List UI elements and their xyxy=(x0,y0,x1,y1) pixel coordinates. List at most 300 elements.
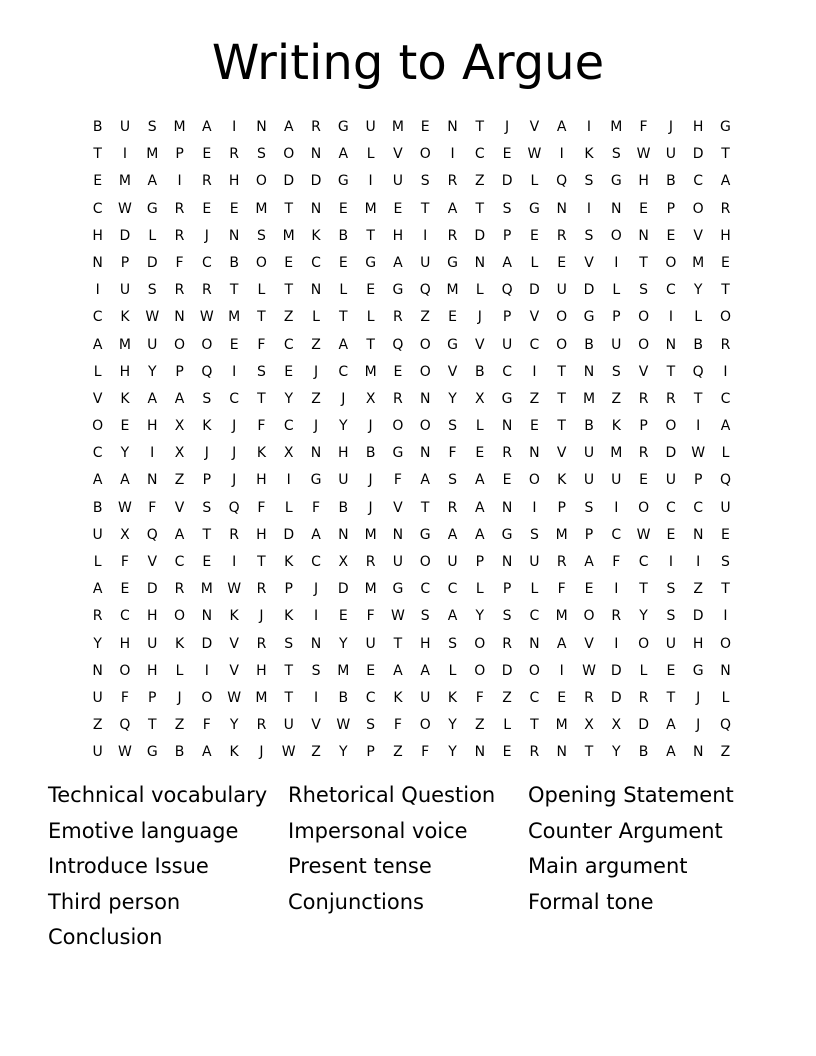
grid-letter: A xyxy=(338,336,349,353)
grid-letter: S xyxy=(584,173,594,190)
grid-letter: P xyxy=(666,200,676,217)
grid-letter: D xyxy=(283,526,295,543)
grid-letter: G xyxy=(447,254,458,271)
grid-letter: O xyxy=(692,200,704,217)
grid-letter: T xyxy=(666,363,676,380)
grid-letter: R xyxy=(556,227,567,244)
grid-letter: J xyxy=(259,744,264,761)
grid-letter: S xyxy=(584,227,594,244)
grid-letter: V xyxy=(92,390,103,407)
grid-letter: V xyxy=(229,662,239,679)
page-title: Writing to Argue xyxy=(211,35,605,91)
grid-letter: A xyxy=(447,200,458,217)
grid-letter: N xyxy=(310,635,322,652)
grid-letter: D xyxy=(310,173,322,190)
grid-letter: E xyxy=(502,744,512,761)
grid-letter: T xyxy=(557,363,566,380)
grid-letter: K xyxy=(311,227,321,244)
grid-letter: J xyxy=(341,390,346,407)
grid-letter: A xyxy=(720,418,731,435)
grid-letter: A xyxy=(584,554,594,570)
grid-letter: I xyxy=(668,554,673,570)
grid-letter: R xyxy=(666,390,676,407)
grid-letter: E xyxy=(338,254,348,271)
grid-letter: R xyxy=(556,554,567,570)
grid-letter: A xyxy=(120,472,130,489)
grid-letter: T xyxy=(257,309,266,326)
grid-letter: U xyxy=(338,472,349,489)
grid-letter: Y xyxy=(229,717,239,734)
grid-letter: M xyxy=(118,336,131,353)
grid-letter: E xyxy=(448,309,457,326)
grid-letter: Q xyxy=(419,282,431,299)
grid-letter: C xyxy=(720,390,731,407)
grid-letter: E xyxy=(721,254,730,271)
grid-letter: A xyxy=(393,662,403,679)
grid-letter: K xyxy=(202,418,212,435)
grid-letter: P xyxy=(202,472,212,489)
grid-letter: P xyxy=(148,689,157,706)
grid-letter: H xyxy=(92,227,103,244)
grid-letter: J xyxy=(696,689,701,706)
grid-letter: F xyxy=(120,554,129,570)
grid-letter: U xyxy=(147,635,158,652)
grid-letter: C xyxy=(693,499,704,516)
grid-letter: R xyxy=(638,445,649,462)
grid-letter: Y xyxy=(93,635,102,652)
grid-letter: V xyxy=(529,119,540,135)
grid-letter: J xyxy=(313,581,319,598)
grid-letter: B xyxy=(365,445,376,462)
grid-letter: T xyxy=(393,635,403,652)
grid-letter: X xyxy=(338,554,349,570)
grid-letter: K xyxy=(256,445,267,462)
grid-letter: R xyxy=(365,554,376,570)
grid-letter: J xyxy=(204,445,209,462)
grid-letter: Z xyxy=(529,390,540,407)
grid-letter: T xyxy=(284,282,293,299)
grid-letter: Y xyxy=(284,390,293,407)
grid-letter: N xyxy=(392,526,404,543)
grid-letter: B xyxy=(229,254,239,271)
grid-letter: W xyxy=(527,146,542,163)
grid-letter: G xyxy=(392,445,404,462)
grid-letter: Y xyxy=(448,717,457,734)
grid-letter: O xyxy=(583,608,595,625)
grid-letter: O xyxy=(419,418,431,435)
grid-letter: Z xyxy=(475,173,485,190)
grid-letter: B xyxy=(584,418,594,435)
grid-letter: G xyxy=(392,581,404,598)
grid-letter: N xyxy=(92,662,103,679)
grid-letter: O xyxy=(255,173,267,190)
grid-letter: F xyxy=(257,418,266,435)
grid-letter: S xyxy=(311,662,321,679)
grid-letter: M xyxy=(555,608,568,625)
grid-letter: G xyxy=(583,309,595,326)
grid-letter: V xyxy=(693,227,703,244)
grid-letter: V xyxy=(229,635,239,652)
grid-letter: J xyxy=(505,119,510,135)
grid-letter: Q xyxy=(692,363,704,380)
grid-letter: L xyxy=(448,662,457,679)
grid-letter: F xyxy=(393,717,402,734)
grid-letter: S xyxy=(448,635,457,652)
grid-letter: U xyxy=(611,472,622,489)
grid-letter: G xyxy=(720,119,731,135)
grid-letter: W xyxy=(227,581,242,598)
grid-letter: K xyxy=(229,744,239,761)
grid-letter: O xyxy=(174,336,186,353)
grid-letter: E xyxy=(529,418,539,435)
grid-letter: G xyxy=(528,200,540,217)
grid-letter: D xyxy=(692,608,704,625)
grid-letter: L xyxy=(93,554,102,570)
grid-letter: O xyxy=(528,662,540,679)
grid-letter: D xyxy=(692,146,704,163)
grid-letter: I xyxy=(614,635,619,652)
grid-letter: V xyxy=(393,146,403,163)
grid-letter: P xyxy=(557,499,566,516)
grid-letter: K xyxy=(229,608,239,625)
grid-letter: L xyxy=(148,227,157,244)
grid-letter: U xyxy=(665,472,676,489)
grid-letter: H xyxy=(338,445,349,462)
grid-letter: D xyxy=(610,689,622,706)
grid-letter: Z xyxy=(174,717,185,734)
grid-letter: U xyxy=(529,554,540,570)
grid-letter: A xyxy=(666,717,676,734)
grid-letter: K xyxy=(393,689,403,706)
grid-letter: L xyxy=(366,309,375,326)
grid-letter: T xyxy=(584,744,594,761)
grid-letter: E xyxy=(202,200,212,217)
grid-letter: T xyxy=(475,200,485,217)
grid-letter: I xyxy=(450,146,455,163)
grid-letter: I xyxy=(586,200,592,217)
word-list-item: Conjunctions xyxy=(288,889,424,914)
grid-letter: A xyxy=(202,744,212,761)
grid-letter: C xyxy=(201,254,212,271)
grid-letter: A xyxy=(447,608,458,625)
grid-letter: L xyxy=(339,282,348,299)
grid-letter: Y xyxy=(120,445,130,462)
grid-letter: W xyxy=(199,309,214,326)
grid-letter: G xyxy=(610,173,622,190)
grid-letter: V xyxy=(475,336,485,353)
grid-letter: G xyxy=(501,390,513,407)
grid-letter: S xyxy=(202,499,212,516)
grid-letter: Q xyxy=(719,717,731,734)
grid-letter: S xyxy=(420,173,430,190)
grid-letter: O xyxy=(201,689,213,706)
grid-letter: X xyxy=(611,717,622,734)
grid-letter: A xyxy=(283,119,294,135)
grid-letter: J xyxy=(313,418,319,435)
grid-letter: B xyxy=(584,336,594,353)
grid-letter: J xyxy=(313,363,319,380)
grid-letter: M xyxy=(446,282,459,299)
grid-letter: E xyxy=(229,336,239,353)
grid-letter: R xyxy=(393,390,403,407)
grid-letter: K xyxy=(174,635,185,652)
grid-letter: D xyxy=(146,581,158,598)
grid-letter: V xyxy=(638,363,649,380)
grid-letter: Z xyxy=(611,390,622,407)
grid-letter: F xyxy=(639,119,648,135)
grid-letter: Y xyxy=(448,390,457,407)
grid-letter: E xyxy=(420,119,430,135)
grid-letter: A xyxy=(202,119,212,135)
grid-letter: C xyxy=(311,554,321,570)
grid-letter: U xyxy=(583,445,595,462)
grid-letter: H xyxy=(256,662,267,679)
grid-letter: B xyxy=(338,227,349,244)
grid-letter: I xyxy=(232,363,237,380)
grid-letter: Z xyxy=(311,744,321,761)
grid-letter: D xyxy=(119,227,131,244)
grid-letter: F xyxy=(557,581,566,598)
grid-letter: E xyxy=(93,173,103,190)
grid-letter: G xyxy=(310,472,322,489)
grid-letter: A xyxy=(174,390,185,407)
grid-letter: M xyxy=(364,363,377,380)
grid-letter: U xyxy=(665,635,676,652)
grid-letter: L xyxy=(503,717,511,734)
grid-letter: W xyxy=(281,744,296,761)
grid-letter: R xyxy=(174,200,185,217)
grid-letter: A xyxy=(447,526,458,543)
grid-letter: B xyxy=(666,173,676,190)
grid-letter: T xyxy=(366,227,375,244)
grid-letter: S xyxy=(721,554,730,570)
grid-letter: D xyxy=(665,445,677,462)
grid-letter: Z xyxy=(92,717,103,734)
grid-letter: I xyxy=(532,363,537,380)
grid-letter: H xyxy=(256,472,267,489)
grid-letter: W xyxy=(691,445,706,462)
grid-letter: B xyxy=(92,119,103,135)
grid-letter: A xyxy=(338,146,349,163)
grid-letter: U xyxy=(583,472,595,489)
grid-letter: Q xyxy=(392,336,404,353)
grid-letter: E xyxy=(202,554,212,570)
grid-letter: E xyxy=(393,363,403,380)
grid-letter: T xyxy=(721,146,730,163)
grid-letter: T xyxy=(339,309,348,326)
grid-letter: N xyxy=(556,744,567,761)
grid-letter: U xyxy=(147,336,158,353)
grid-letter: N xyxy=(310,200,322,217)
grid-letter: S xyxy=(529,526,539,543)
grid-letter: U xyxy=(365,635,376,652)
grid-letter: E xyxy=(721,526,730,543)
grid-letter: L xyxy=(639,662,648,679)
grid-letter: J xyxy=(259,608,264,625)
word-list-item: Impersonal voice xyxy=(288,818,468,843)
grid-letter: R xyxy=(611,608,622,625)
word-list-item: Present tense xyxy=(288,854,432,878)
grid-letter: R xyxy=(529,744,540,761)
grid-letter: M xyxy=(555,526,568,543)
grid-letter: I xyxy=(204,662,209,679)
grid-letter: N xyxy=(147,472,158,489)
grid-letter: E xyxy=(666,662,676,679)
grid-letter: S xyxy=(284,635,294,652)
grid-letter: M xyxy=(610,445,623,462)
grid-letter: F xyxy=(448,445,457,462)
grid-letter: O xyxy=(556,336,568,353)
grid-letter: S xyxy=(502,200,512,217)
grid-letter: C xyxy=(502,363,512,380)
grid-letter: O xyxy=(719,635,731,652)
grid-letter: H xyxy=(119,363,131,380)
grid-letter: I xyxy=(232,554,237,570)
grid-letter: N xyxy=(720,662,731,679)
grid-letter: B xyxy=(693,336,703,353)
grid-letter: E xyxy=(502,472,512,489)
grid-letter: H xyxy=(256,526,267,543)
grid-letter: T xyxy=(530,717,539,734)
grid-letter: Y xyxy=(339,635,348,652)
grid-letter: F xyxy=(366,608,375,625)
grid-letter: V xyxy=(556,445,567,462)
grid-letter: H xyxy=(146,662,158,679)
grid-letter: L xyxy=(694,309,703,326)
grid-letter: P xyxy=(502,227,512,244)
grid-letter: T xyxy=(284,662,293,679)
grid-letter: J xyxy=(477,309,482,326)
grid-letter: P xyxy=(612,309,621,326)
grid-letter: F xyxy=(148,499,157,516)
grid-letter: N xyxy=(665,336,677,353)
grid-letter: I xyxy=(313,608,319,625)
grid-letter: M xyxy=(555,717,568,734)
grid-letter: Y xyxy=(475,608,485,625)
grid-letter: Q xyxy=(201,363,213,380)
grid-letter: C xyxy=(447,581,458,598)
grid-letter: A xyxy=(311,526,321,543)
grid-letter: F xyxy=(202,717,211,734)
grid-letter: X xyxy=(120,526,130,543)
grid-letter: M xyxy=(146,146,159,163)
grid-letter: C xyxy=(365,689,376,706)
word-list-item: Introduce Issue xyxy=(48,854,209,878)
grid-letter: T xyxy=(721,282,730,299)
grid-letter: A xyxy=(666,744,676,761)
grid-letter: V xyxy=(311,717,321,734)
grid-letter: C xyxy=(92,309,103,326)
grid-letter: V xyxy=(529,309,540,326)
grid-letter: R xyxy=(447,499,458,516)
grid-letter: C xyxy=(474,146,485,163)
grid-letter: K xyxy=(447,689,458,706)
grid-letter: F xyxy=(421,744,430,761)
grid-letter: E xyxy=(666,526,676,543)
grid-letter: A xyxy=(720,173,731,190)
grid-letter: N xyxy=(310,282,322,299)
grid-letter: L xyxy=(175,662,184,679)
grid-letter: F xyxy=(612,554,621,570)
grid-letter: O xyxy=(528,472,540,489)
grid-letter: N xyxy=(310,445,322,462)
grid-letter: O xyxy=(719,309,731,326)
grid-letter: U xyxy=(365,119,376,135)
grid-letter: W xyxy=(118,499,132,516)
grid-letter: J xyxy=(368,472,373,489)
grid-letter: S xyxy=(502,608,512,625)
grid-letter: E xyxy=(502,146,512,163)
grid-letter: R xyxy=(174,581,185,598)
grid-letter: W xyxy=(336,717,351,734)
grid-letter: E xyxy=(666,227,676,244)
grid-letter: Y xyxy=(612,744,621,761)
grid-letter: B xyxy=(174,744,185,761)
grid-letter: N xyxy=(692,744,704,761)
grid-letter: R xyxy=(174,282,185,299)
grid-letter: O xyxy=(638,336,650,353)
grid-letter: W xyxy=(636,526,651,543)
grid-letter: K xyxy=(284,554,294,570)
grid-letter: M xyxy=(228,309,241,326)
grid-letter: O xyxy=(392,418,404,435)
grid-letter: E xyxy=(284,254,294,271)
grid-letter: A xyxy=(92,336,103,353)
grid-letter: H xyxy=(720,227,731,244)
grid-letter: M xyxy=(255,689,268,706)
grid-letter: I xyxy=(368,173,373,190)
grid-letter: E xyxy=(229,200,239,217)
grid-letter: X xyxy=(283,445,294,462)
grid-letter: D xyxy=(201,635,213,652)
grid-letter: C xyxy=(665,499,676,516)
grid-letter: R xyxy=(584,689,594,706)
grid-letter: P xyxy=(366,744,375,761)
grid-letter: D xyxy=(583,282,595,299)
grid-letter: Z xyxy=(475,717,485,734)
grid-letter: N xyxy=(92,254,103,271)
grid-letter: H xyxy=(146,418,158,435)
grid-letter: L xyxy=(284,499,293,516)
grid-letter: E xyxy=(120,581,130,598)
grid-letter: G xyxy=(392,282,404,299)
word-list-item: Third person xyxy=(48,889,181,914)
grid-letter: L xyxy=(366,146,375,163)
grid-letter: T xyxy=(557,390,566,407)
grid-letter: C xyxy=(311,254,321,271)
grid-letter: L xyxy=(721,689,730,706)
grid-letter: D xyxy=(337,581,349,598)
grid-letter: E xyxy=(338,608,348,625)
grid-letter: I xyxy=(95,282,100,299)
grid-letter: T xyxy=(202,526,212,543)
grid-letter: U xyxy=(611,336,622,353)
grid-letter: C xyxy=(174,554,185,570)
grid-letter: N xyxy=(338,526,349,543)
grid-letter: O xyxy=(419,554,431,570)
grid-letter: M xyxy=(692,254,705,271)
grid-letter: A xyxy=(556,119,567,135)
grid-letter: R xyxy=(229,526,239,543)
grid-letter: A xyxy=(475,499,485,516)
grid-letter: J xyxy=(668,119,673,135)
grid-letter: J xyxy=(232,418,237,435)
grid-letter: E xyxy=(202,146,212,163)
grid-letter: V xyxy=(447,363,458,380)
grid-letter: D xyxy=(501,173,513,190)
grid-letter: Q xyxy=(146,526,158,543)
grid-letter: X xyxy=(475,390,485,407)
